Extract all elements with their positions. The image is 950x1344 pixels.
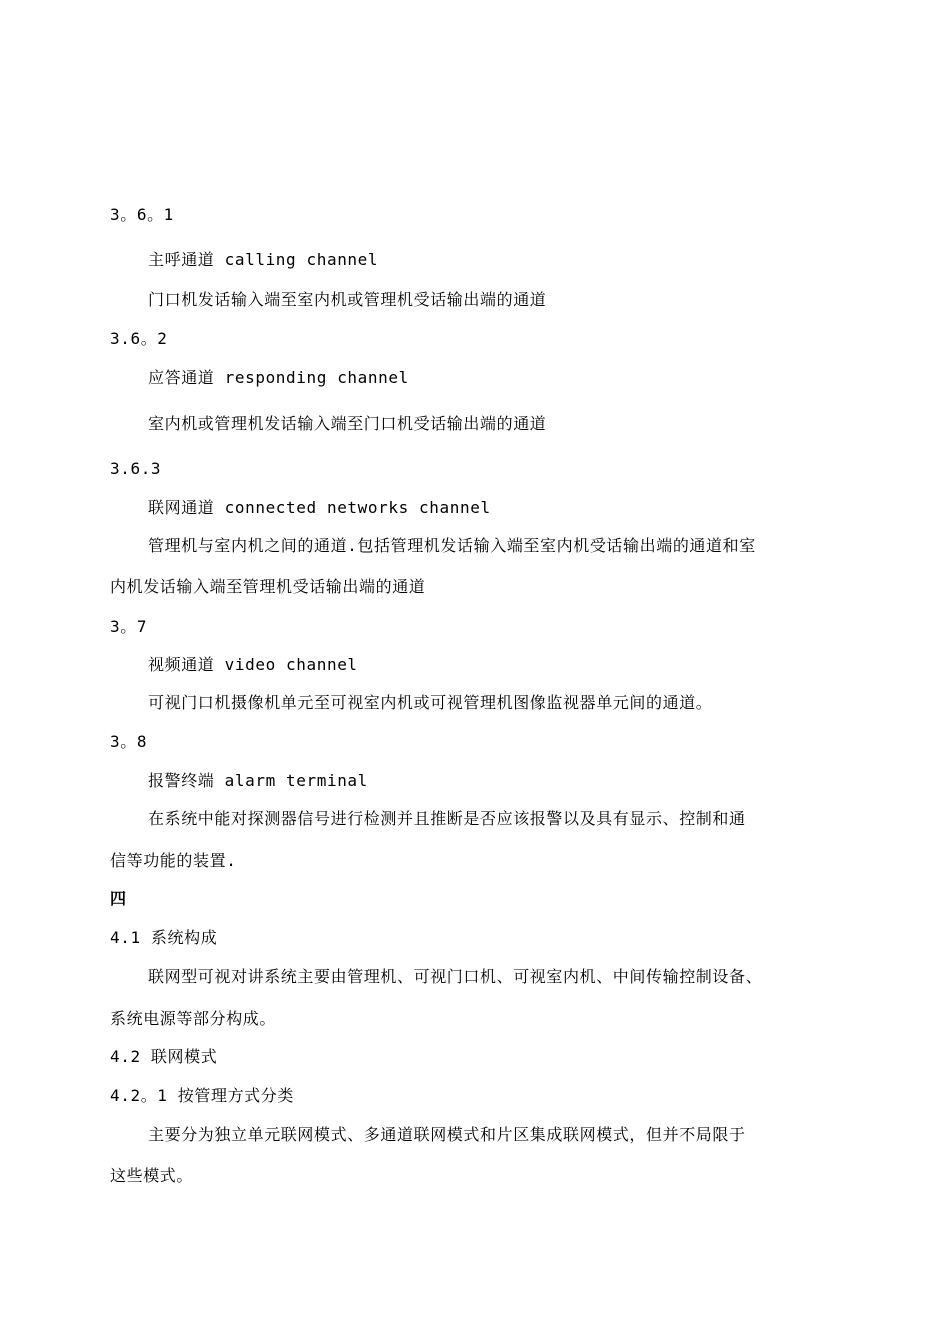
paragraph-4-2-1-line2: 这些模式。 xyxy=(110,1166,194,1185)
section-number-3-7: 3。7 xyxy=(110,617,148,636)
term-responding-channel: 应答通道 responding channel xyxy=(148,368,409,387)
paragraph-4-2-1-line1: 主要分为独立单元联网模式、多通道联网模式和片区集成联网模式，但并不局限于 xyxy=(148,1125,746,1144)
section-number-3-6-2: 3.6。2 xyxy=(110,329,168,348)
definition-alarm-terminal-line2: 信等功能的装置. xyxy=(110,851,237,870)
term-calling-channel: 主呼通道 calling channel xyxy=(148,250,379,269)
definition-connected-networks-line1: 管理机与室内机之间的通道.包括管理机发话输入端至室内机受话输出端的通道和室 xyxy=(148,536,756,555)
section-title-4-2-1: 4.2。1 按管理方式分类 xyxy=(110,1086,294,1105)
section-number-3-6-1: 3。6。1 xyxy=(110,205,174,224)
definition-responding-channel: 室内机或管理机发话输入端至门口机受话输出端的通道 xyxy=(148,414,547,433)
section-title-4-1: 4.1 系统构成 xyxy=(110,928,218,947)
chapter-heading: 四 xyxy=(110,889,127,908)
paragraph-4-1-line1: 联网型可视对讲系统主要由管理机、可视门口机、可视室内机、中间传输控制设备、 xyxy=(148,967,763,986)
definition-connected-networks-line2: 内机发话输入端至管理机受话输出端的通道 xyxy=(110,577,426,596)
term-connected-networks-channel: 联网通道 connected networks channel xyxy=(148,498,491,517)
definition-alarm-terminal-line1: 在系统中能对探测器信号进行检测并且推断是否应该报警以及具有显示、控制和通 xyxy=(148,809,746,828)
section-number-3-6-3: 3.6.3 xyxy=(110,459,162,478)
section-title-4-2: 4.2 联网模式 xyxy=(110,1047,218,1066)
term-alarm-terminal: 报警终端 alarm terminal xyxy=(148,771,368,790)
section-number-3-8: 3。8 xyxy=(110,732,148,751)
term-video-channel: 视频通道 video channel xyxy=(148,655,358,674)
paragraph-4-1-line2: 系统电源等部分构成。 xyxy=(110,1009,277,1028)
definition-video-channel: 可视门口机摄像机单元至可视室内机或可视管理机图像监视器单元间的通道。 xyxy=(148,693,713,712)
definition-calling-channel: 门口机发话输入端至室内机或管理机受话输出端的通道 xyxy=(148,290,547,309)
